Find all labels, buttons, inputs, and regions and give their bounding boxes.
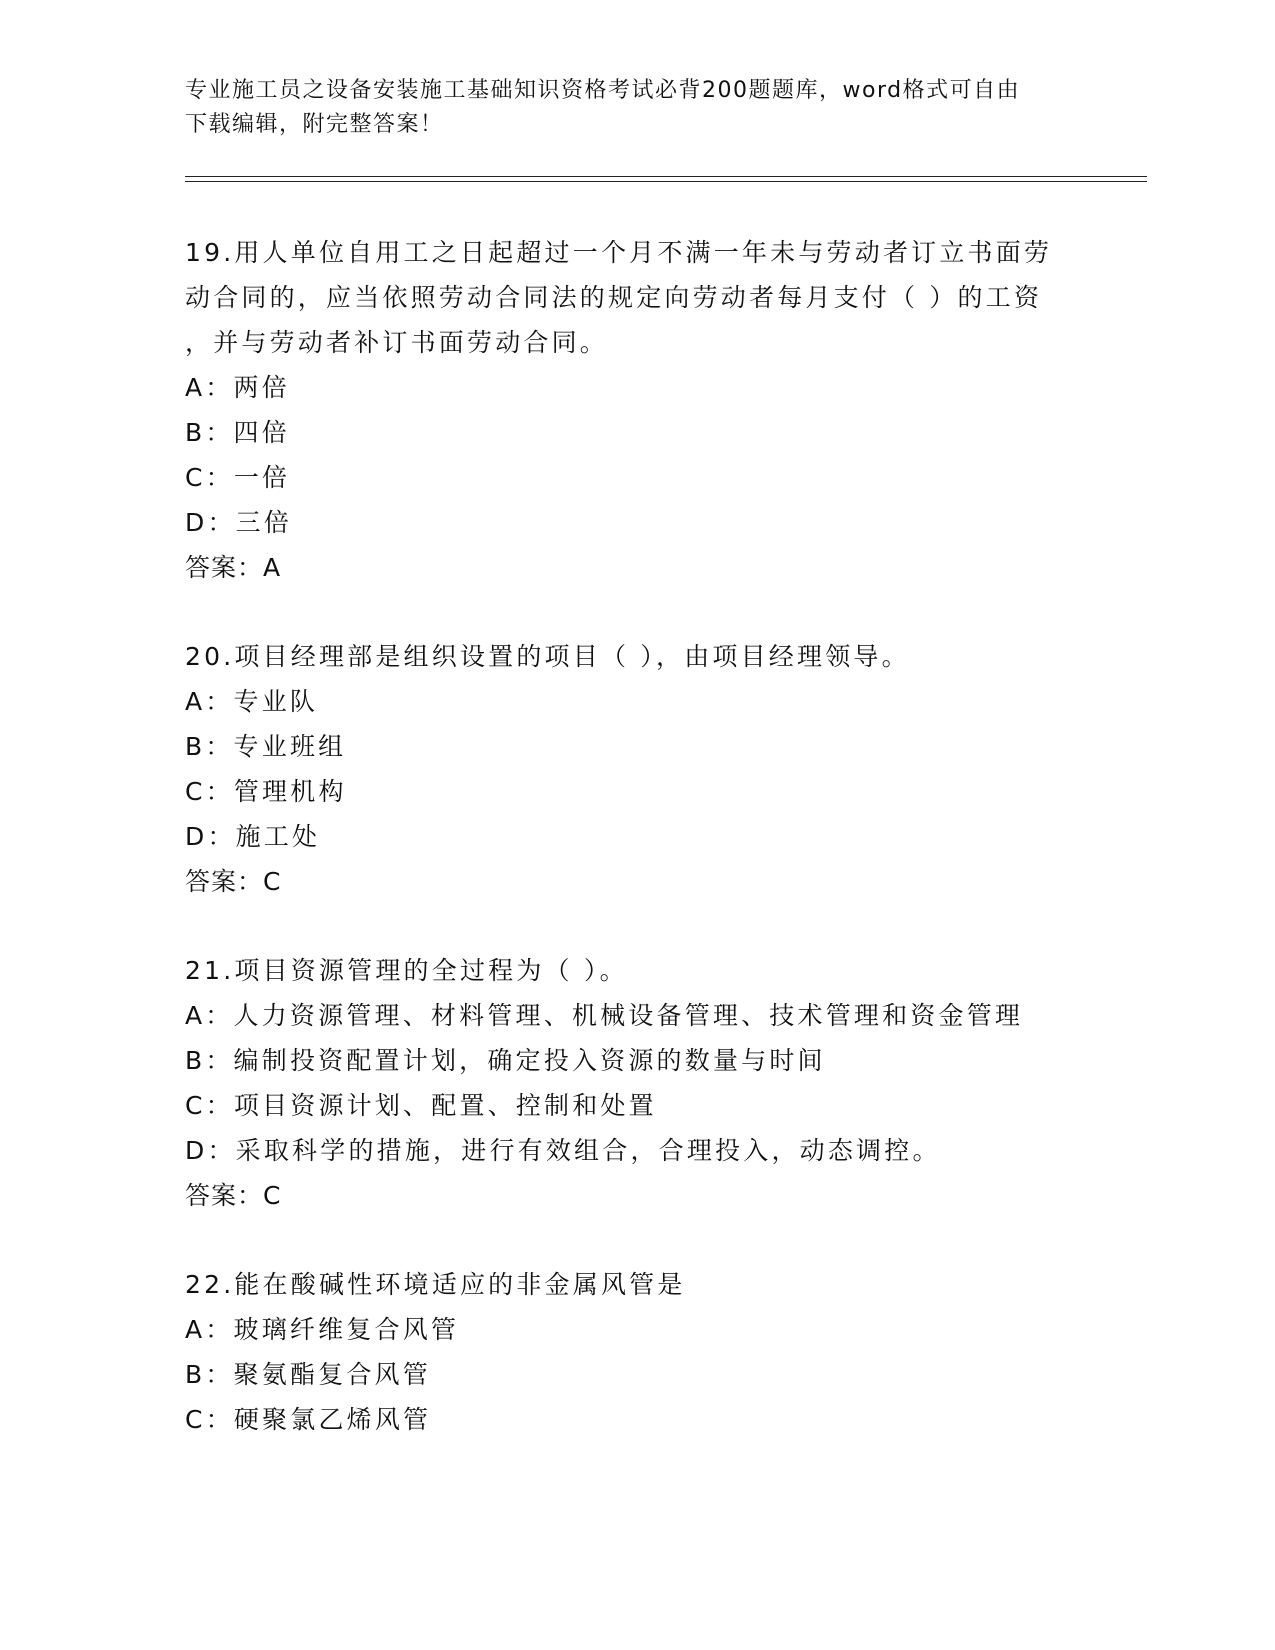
question-stem-line: 21.项目资源管理的全过程为（ ）。 bbox=[185, 956, 628, 985]
option-b: B：四倍 bbox=[185, 418, 290, 447]
answer-line: 答案：A bbox=[185, 553, 282, 582]
question-20 bbox=[185, 634, 1085, 904]
option-b: B：聚氨酯复合风管 bbox=[185, 1360, 431, 1389]
document-header bbox=[185, 74, 1065, 142]
option-a: A：玻璃纤维复合风管 bbox=[185, 1315, 460, 1344]
question-21 bbox=[185, 948, 1085, 1218]
option-a: A：人力资源管理、材料管理、机械设备管理、技术管理和资金管理 bbox=[185, 1001, 1024, 1030]
question-stem-line: 19.用人单位自用工之日起超过一个月不满一年未与劳动者订立书面劳 bbox=[185, 238, 1053, 267]
header-divider-top bbox=[185, 176, 1147, 177]
question-stem-line: 20.项目经理部是组织设置的项目（ ），由项目经理领导。 bbox=[185, 642, 910, 671]
question-22 bbox=[185, 1262, 1085, 1442]
option-c: C：一倍 bbox=[185, 463, 291, 492]
option-d: D：采取科学的措施，进行有效组合，合理投入，动态调控。 bbox=[185, 1136, 941, 1165]
option-b: B：编制投资配置计划，确定投入资源的数量与时间 bbox=[185, 1046, 826, 1075]
option-a: A：两倍 bbox=[185, 373, 290, 402]
option-d: D：施工处 bbox=[185, 822, 321, 851]
option-c: C：硬聚氯乙烯风管 bbox=[185, 1405, 432, 1434]
question-stem-line: ，并与劳动者补订书面劳动合同。 bbox=[185, 328, 609, 357]
option-a: A：专业队 bbox=[185, 687, 319, 716]
option-b: B：专业班组 bbox=[185, 732, 347, 761]
header-line-2: 下载编辑，附完整答案！ bbox=[185, 112, 444, 137]
question-19 bbox=[185, 230, 1085, 590]
option-c: C：管理机构 bbox=[185, 777, 347, 806]
question-list bbox=[185, 230, 1085, 1486]
header-divider-bottom bbox=[185, 181, 1147, 182]
option-c: C：项目资源计划、配置、控制和处置 bbox=[185, 1091, 657, 1120]
answer-line: 答案：C bbox=[185, 867, 282, 896]
option-d: D：三倍 bbox=[185, 508, 293, 537]
question-stem-line: 动合同的，应当依照劳动合同法的规定向劳动者每月支付（ ）的工资 bbox=[185, 283, 1043, 312]
header-line-1: 专业施工员之设备安装施工基础知识资格考试必背200题题库，word格式可自由 bbox=[185, 78, 1021, 103]
question-stem-line: 22.能在酸碱性环境适应的非金属风管是 bbox=[185, 1270, 686, 1299]
answer-line: 答案：C bbox=[185, 1181, 282, 1210]
